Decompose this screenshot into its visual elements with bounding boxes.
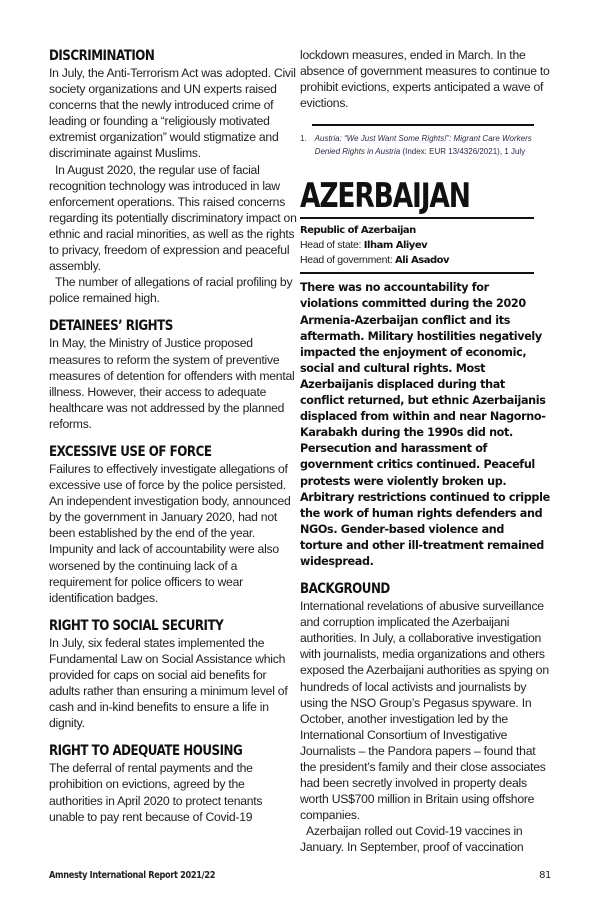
footnote-citation-index: (Index: EUR 13/4326/2021), 1 July bbox=[400, 147, 526, 157]
head-of-state-row bbox=[300, 238, 550, 253]
page-number: 81 bbox=[539, 870, 551, 881]
publication-title: Amnesty International Report 2021/22 bbox=[49, 870, 216, 881]
head-of-government-value: Ali Asadov bbox=[394, 255, 450, 267]
head-of-state-label: Head of state: bbox=[300, 239, 364, 252]
footnote bbox=[300, 132, 550, 158]
paragraph: In July, six federal states implemented the Fundamental Law on Social Assistance which provided for caps on social aid benefits for adults rather than ensuring a minimum level of cash and in-kind benefits to ensure a life in dignity. bbox=[49, 635, 288, 731]
head-of-government-label: Head of government: bbox=[300, 254, 395, 267]
section-heading-social-security: RIGHT TO SOCIAL SECURITY bbox=[49, 617, 224, 634]
paragraph: In August 2020, the regular use of facial recognition technology was introduced in law enforcement operations. This raised concerns regarding its potentially discriminatory impact on ethnic and racial minorities, as well as the rights to privacy, freedom of expression and peaceful assembly. bbox=[49, 162, 297, 274]
paragraph: Failures to effectively investigate allegations of excessive use of force by the police persisted. An independent investigation body, announced by the government in January 2020, had not been established by the end of the year. Impunity and lack of accountability were also worsened by the continuing lack of a requirement for police officers to wear identification badges. bbox=[49, 461, 291, 605]
official-name: Republic of Azerbaijan bbox=[300, 225, 416, 237]
continued-paragraph: lockdown measures, ended in March. In the absence of government measures to continue to prohibit evictions, experts anticipated a wave of evictions. bbox=[300, 48, 550, 111]
section-heading-background: BACKGROUND bbox=[300, 581, 390, 598]
paragraph: The number of allegations of racial profiling by police remained high. bbox=[49, 275, 293, 306]
paragraph: In May, the Ministry of Justice proposed measures to reform the system of preventive measures of detention for offenders with mental illness. However, their access to adequate healthcare was not addressed by the planned reforms. bbox=[49, 336, 295, 431]
country-facts-rule bbox=[300, 272, 534, 274]
head-of-state-value: Ilham Aliyev bbox=[363, 240, 428, 252]
paragraph: Azerbaijan rolled out Covid-19 vaccines in January. In September, proof of vaccination bbox=[300, 824, 524, 855]
paragraph: International revelations of abusive surveillance and corruption implicated the Azerbaijani authorities. In July, a collaborative investigation with journalists, media organizations and others exposed the Azerbaijani authorities as spying on hundreds of local activists and journalists by using the NSO Group’s Pegasus spyware. In October, another investigation led by the International Consortium of Investigative Journalists – the Pandora papers – found that the president’s family and their close associates had been secretly involved in property deals worth US$700 million in Britain using offshore companies. bbox=[300, 599, 549, 823]
paragraph: The deferral of rental payments and the prohibition on evictions, agreed by the authorities in April 2020 to protect tenants unable to pay rent because of Covid-19 bbox=[49, 761, 263, 824]
section-heading-housing: RIGHT TO ADEQUATE HOUSING bbox=[49, 743, 243, 760]
paragraph: In July, the Anti-Terrorism Act was adopted. Civil society organizations and UN experts raised concerns that the newly introduced crime of leading or founding a “religiously motivated extremist organization” would stigmatize and discriminate against Muslims. bbox=[49, 66, 296, 161]
country-title: AZERBAIJAN bbox=[300, 176, 470, 217]
section-heading-excessive-force: EXCESSIVE USE OF FORCE bbox=[49, 443, 212, 460]
country-summary: There was no accountability for violations committed during the 2020 Armenia-Azerbaijan conflict and its aftermath. Military hostilities negatively impacted the enjoyment of economic, social and cultural rights. Most Azerbaijanis displaced during that conflict returned, but ethnic Azerbaijanis displaced from within and near Nagorno-Karabakh during the 1990s did not. Persecution and harassment of government critics continued. Peaceful protests were violently broken up. Arbitrary restrictions continued to cripple the work of human rights defenders and NGOs. Gender-based violence and torture and other ill-treatment remained widespread. bbox=[300, 281, 550, 568]
right-column bbox=[300, 45, 550, 856]
footnote-number: 1. bbox=[300, 134, 307, 144]
footnote-divider bbox=[312, 124, 534, 126]
country-title-rule bbox=[300, 217, 534, 219]
left-column bbox=[49, 45, 299, 825]
footnote-text bbox=[315, 132, 550, 158]
country-facts bbox=[300, 223, 550, 268]
head-of-government-row bbox=[300, 253, 550, 268]
section-heading-detainees-rights: DETAINEES’ RIGHTS bbox=[49, 318, 173, 335]
official-name-row bbox=[300, 223, 550, 238]
section-heading-discrimination: DISCRIMINATION bbox=[49, 48, 155, 64]
footnote-citation-title[interactable]: Austria: “We Just Want Some Rights!”: Migrant Care Workers Denied Rights in Austria bbox=[314, 134, 532, 157]
